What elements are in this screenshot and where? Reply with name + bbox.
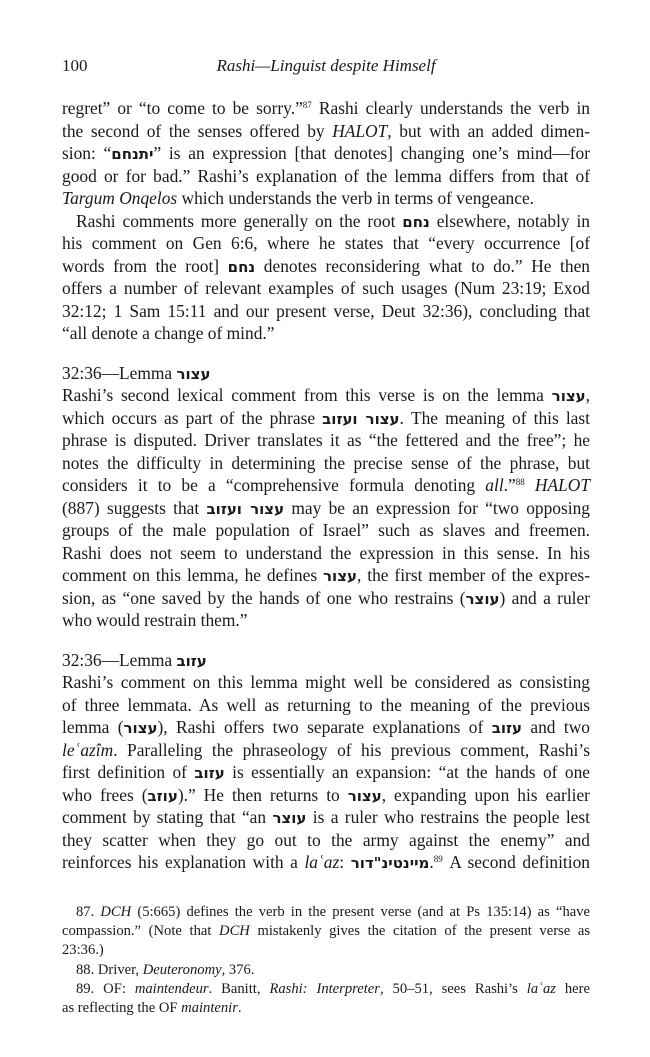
text-line: leʿazîm. Paralleling the phraseology of his previous comment, Rashi’s (62, 739, 590, 760)
text-line: considers it to be a “comprehensive formula denoting all.”$^{88}$ HALOT (62, 475, 590, 495)
text-line: phrase is disputed. Driver translates it as “the fettered and the free”; he (62, 430, 590, 450)
text-line: Rashi’s comment on this lemma might well be considered as consisting (62, 672, 590, 692)
text-line: his comment on Gen 6:6, where he states that “every occurrence [of (62, 233, 590, 253)
footnote-87: 87. DCH (5:665) defines the verb in the present verse (and at Ps 135:14) as “have (76, 904, 590, 920)
hebrew-word: מיינטינ"דור (350, 854, 430, 872)
text-line: the second of the senses offered by HALOT, but with an added dimen- (62, 120, 590, 141)
text-line: regret” or “to come to be sorry.”$^{87}$ Rashi clearly understands the verb in (62, 98, 590, 118)
text-line: notes the difficulty in determining the precise sense of the phrase, but (62, 452, 590, 473)
hebrew-word: יתנחם (111, 145, 154, 163)
text-line: of three lemmata. As well as returning to the meaning of the previous (62, 694, 590, 715)
footnote-87-cont: 23:36.) (62, 942, 104, 959)
body-text (62, 97, 590, 874)
section-heading: 32:36—Lemma עצור (62, 362, 211, 383)
text-line: lemma (עצור), Rashi offers two separate explanations of עזוב and two (62, 717, 590, 737)
footnote-ref: 87 (302, 100, 312, 110)
footnotes (62, 903, 590, 1018)
text-line: who would restrain them.” (62, 610, 248, 630)
text-line: sion, as “one saved by the hands of one who restrains (עוצר) and a ruler (62, 587, 590, 608)
text-line: “all denote a change of mind.” (62, 323, 275, 343)
section-heading: 32:36—Lemma עזוב (62, 649, 207, 670)
hebrew-word: עצור (323, 567, 357, 585)
text-line: (887) suggests that עצור ועזוב may be an expression for “two opposing (62, 497, 590, 518)
text-line: groups of the male population of Israel” such as slaves and freemen. (62, 520, 590, 540)
footnote-ref: 88 (515, 477, 525, 487)
footnote-87-cont: compassion.” (Note that DCH mistakenly gives the citation of the present verse as (62, 923, 590, 940)
footnote-88: 88. Driver, Deuteronomy, 376. (76, 961, 255, 978)
hebrew-word: עוזב (147, 786, 178, 805)
hebrew-word: עוצר (465, 589, 500, 608)
hebrew-word: נחם (227, 257, 256, 276)
page-number: 100 (62, 56, 88, 75)
text-line: first definition of עזוב is essentially an expansion: “at the hands of one (62, 762, 590, 782)
running-title: Rashi—Linguist despite Himself (216, 56, 436, 75)
hebrew-word: עצור (123, 719, 158, 737)
hebrew-word: עצור (347, 786, 382, 805)
paragraph (62, 97, 590, 210)
hebrew-word: עזוב (491, 719, 522, 737)
hebrew-word: עוצר (272, 809, 307, 827)
text-line: good or for bad.” Rashi’s explanation of the lemma differs from that of (62, 165, 590, 186)
text-line: comment on this lemma, he defines עצור, the first member of the expres- (62, 565, 590, 585)
text-line: comment by stating that “an עוצר is a ruler who restrains the people lest (62, 807, 590, 827)
hebrew-word: עזוב (194, 764, 225, 782)
text-line: 32:12; 1 Sam 15:11 and our present verse, Deut 32:36), concluding that (62, 300, 590, 321)
text-line: they scatter when they go out to the army against the enemy” and (62, 829, 590, 850)
hebrew-word: עצור ועזוב (322, 409, 400, 428)
text-line: Targum Onqelos which understands the verb in terms of vengeance. (62, 188, 535, 208)
text-line: which occurs as part of the phrase עצור ועזוב. The meaning of this last (62, 407, 590, 428)
text-line: offers a number of relevant examples of such usages (Num 23:19; Exod (62, 278, 590, 298)
footnote-ref: 89 (433, 854, 443, 864)
hebrew-word: עצור ועזוב (206, 499, 285, 518)
text-line: sion: “יתנחם” is an expression [that denotes] changing one’s mind—for (62, 143, 591, 163)
text-line: who frees (עוזב).” He then returns to עצור, expanding upon his earlier (62, 784, 590, 805)
paragraph (62, 384, 590, 632)
hebrew-word: עצור (551, 387, 586, 405)
paragraph (62, 671, 590, 874)
hebrew-word: נחם (402, 212, 430, 231)
page-header (62, 56, 590, 80)
text-line: Rashi comments more generally on the root נחם elsewhere, notably in (76, 210, 590, 231)
footnote-89-cont: as reflecting the OF maintenir. (62, 999, 242, 1016)
text-line: Rashi does not seem to understand the expression in this sense. In his (62, 542, 590, 563)
text-line: words from the root] נחם denotes reconsidering what to do.” He then (62, 255, 590, 276)
text-line: reinforces his explanation with a laʿaz: מיינטינ"דור.$^{89}$ A second definition (62, 852, 590, 872)
text-line: Rashi’s second lexical comment from this verse is on the lemma עצור, (62, 385, 590, 405)
paragraph (62, 210, 590, 345)
hebrew-word: עזוב (176, 651, 207, 670)
footnote-89: 89. OF: maintendeur. Banitt, Rashi: Interpreter, 50–51, sees Rashi’s laʿaz here (76, 980, 590, 997)
hebrew-word: עצור (176, 364, 211, 383)
